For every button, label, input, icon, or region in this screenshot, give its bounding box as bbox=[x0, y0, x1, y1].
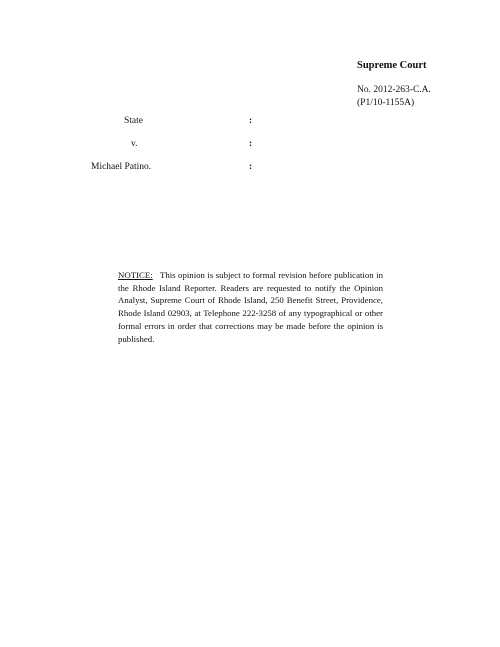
notice-heading: NOTICE: bbox=[118, 270, 153, 280]
notice-paragraph bbox=[118, 269, 383, 345]
caption-versus: v. bbox=[131, 139, 138, 149]
caption-separator-2: : bbox=[249, 139, 253, 149]
docket-block bbox=[357, 84, 431, 110]
caption-defendant: Michael Patino. bbox=[91, 162, 152, 172]
notice-body: This opinion is subject to formal revision before publication in the Rhode Island Reporter. Readers are requested to notify the Opinion Analyst, Supreme Court of Rhode Island, 250 Benefit Street, Providence, Rhode Island 02903, at Telephone 222-3258 of any typographical or other formal errors in order that corrections may be made before the opinion is published. bbox=[118, 270, 383, 344]
lower-court-number: (P1/10-1155A) bbox=[357, 98, 415, 108]
court-name: Supreme Court bbox=[357, 60, 427, 71]
caption-separator-1: : bbox=[249, 116, 253, 126]
docket-number: No. 2012-263-C.A. bbox=[357, 85, 431, 95]
caption-separator-3: : bbox=[249, 162, 253, 172]
caption-plaintiff: State bbox=[124, 116, 143, 126]
